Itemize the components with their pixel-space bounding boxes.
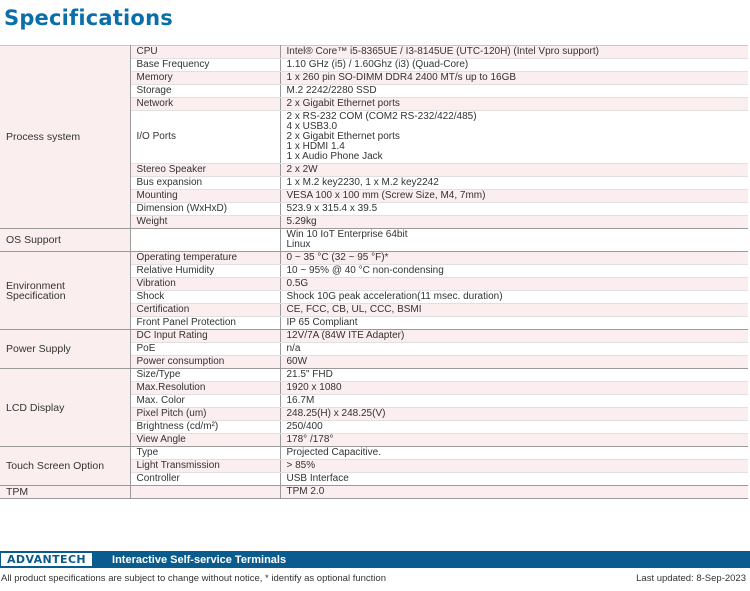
spec-value-line: 1.10 GHz (i5) / 1.60Ghz (i3) (Quad-Core): [286, 59, 469, 70]
spec-item: Base Frequency: [130, 59, 280, 72]
spec-value-line: CE, FCC, CB, UL, CCC, BSMI: [286, 304, 422, 315]
spec-value-line: 2 x Gigabit Ethernet ports: [286, 131, 400, 142]
spec-value: [280, 164, 748, 177]
spec-value-line: USB Interface: [286, 473, 349, 484]
spec-item: Stereo Speaker: [130, 164, 280, 177]
spec-value: [280, 343, 748, 356]
spec-value-line: 1920 x 1080: [286, 382, 342, 393]
spec-value-line: 2 x RS-232 COM (COM2 RS-232/422/485): [286, 111, 477, 122]
spec-value: [280, 291, 748, 304]
spec-value: [280, 473, 748, 486]
spec-item: Bus expansion: [130, 177, 280, 190]
spec-value-line: 12V/7A (84W ITE Adapter): [286, 330, 405, 341]
spec-item: Memory: [130, 72, 280, 85]
spec-item: Controller: [130, 473, 280, 486]
spec-item: Operating temperature: [130, 252, 280, 265]
spec-value: [280, 190, 748, 203]
spec-value-line: 1 x 260 pin SO-DIMM DDR4 2400 MT/s up to 16GB: [286, 72, 517, 83]
spec-value-line: 1 x Audio Phone Jack: [286, 151, 383, 162]
spec-value-line: 60W: [286, 356, 308, 367]
spec-row: [0, 330, 748, 343]
spec-category: Power Supply: [0, 330, 130, 369]
spec-value: [280, 382, 748, 395]
spec-value-line: 250/400: [286, 421, 323, 432]
spec-item: Front Panel Protection: [130, 317, 280, 330]
spec-value-line: M.2 2242/2280 SSD: [286, 85, 377, 96]
spec-value: [280, 278, 748, 291]
spec-value-line: IP 65 Compliant: [286, 317, 358, 328]
footer-bar: [0, 551, 750, 568]
spec-item: Certification: [130, 304, 280, 317]
page-title: Specifications: [4, 6, 173, 30]
spec-value: [280, 72, 748, 85]
spec-value: [280, 98, 748, 111]
spec-row: [0, 46, 748, 59]
spec-value-line: n/a: [286, 343, 301, 354]
spec-value-line: 248.25(H) x 248.25(V): [286, 408, 386, 419]
spec-category: TPM: [0, 486, 130, 499]
spec-value-line: 0 ~ 35 °C (32 ~ 95 °F)*: [286, 252, 389, 263]
advantech-logo: ADVANTECH: [1, 553, 92, 566]
spec-item: Network: [130, 98, 280, 111]
spec-value-line: 4 x USB3.0: [286, 121, 338, 132]
spec-row: [0, 447, 748, 460]
spec-value: [280, 330, 748, 343]
spec-value: [280, 447, 748, 460]
footer-disclaimer: All product specifications are subject to change without notice, * identify as optional function: [1, 573, 386, 584]
spec-value-line: 10 ~ 95% @ 40 °C non-condensing: [286, 265, 444, 276]
spec-value: [280, 46, 748, 59]
spec-item: Type: [130, 447, 280, 460]
spec-item: Max.Resolution: [130, 382, 280, 395]
spec-item: DC Input Rating: [130, 330, 280, 343]
spec-value-line: VESA 100 x 100 mm (Screw Size, M4, 7mm): [286, 190, 486, 201]
spec-item: [130, 229, 280, 252]
spec-category: OS Support: [0, 229, 130, 252]
spec-item: Storage: [130, 85, 280, 98]
spec-value: [280, 408, 748, 421]
spec-item: Dimension (WxHxD): [130, 203, 280, 216]
spec-value: [280, 486, 748, 499]
spec-value-line: Shock 10G peak acceleration(11 msec. duration): [286, 291, 503, 302]
footer-last-updated: Last updated: 8-Sep-2023: [636, 573, 746, 584]
spec-value-line: Intel® Core™ i5-8365UE / I3-8145UE (UTC-120H) (Intel Vpro support): [286, 46, 599, 57]
spec-item: [130, 486, 280, 499]
spec-value: [280, 421, 748, 434]
spec-value: [280, 395, 748, 408]
spec-value: [280, 177, 748, 190]
spec-row: [0, 252, 748, 265]
spec-value-line: 5.29kg: [286, 216, 317, 227]
spec-value: [280, 203, 748, 216]
spec-value-line: 523.9 x 315.4 x 39.5: [286, 203, 378, 214]
spec-item: PoE: [130, 343, 280, 356]
spec-value: [280, 460, 748, 473]
spec-value: [280, 111, 748, 164]
spec-item: I/O Ports: [130, 111, 280, 164]
spec-row: [0, 229, 748, 252]
spec-value: [280, 434, 748, 447]
spec-table-body: [0, 46, 748, 499]
spec-item: Vibration: [130, 278, 280, 291]
spec-item: Shock: [130, 291, 280, 304]
spec-value-line: 1 x M.2 key2230, 1 x M.2 key2242: [286, 177, 439, 188]
spec-value: [280, 252, 748, 265]
spec-value-line: 2 x 2W: [286, 164, 318, 175]
spec-value-line: 178° /178°: [286, 434, 334, 445]
spec-row: [0, 369, 748, 382]
spec-item: Pixel Pitch (um): [130, 408, 280, 421]
spec-value-line: Win 10 IoT Enterprise 64bit: [286, 229, 408, 240]
spec-value-line: 16.7M: [286, 395, 315, 406]
spec-value-line: TPM 2.0: [286, 486, 325, 497]
spec-value-line: 21.5" FHD: [286, 369, 333, 380]
spec-row: [0, 486, 748, 499]
spec-value: [280, 265, 748, 278]
spec-value: [280, 317, 748, 330]
spec-value-line: 0.5G: [286, 278, 309, 289]
spec-value-line: 1 x HDMI 1.4: [286, 141, 345, 152]
spec-value: [280, 229, 748, 252]
spec-value-line: > 85%: [286, 460, 316, 471]
spec-item: Max. Color: [130, 395, 280, 408]
spec-category: LCD Display: [0, 369, 130, 447]
spec-category: Touch Screen Option: [0, 447, 130, 486]
spec-value: [280, 369, 748, 382]
spec-value: [280, 304, 748, 317]
spec-item: Relative Humidity: [130, 265, 280, 278]
spec-category: Environment Specification: [0, 252, 130, 330]
spec-value: [280, 59, 748, 72]
spec-table: [0, 45, 748, 499]
spec-category: Process system: [0, 46, 130, 229]
spec-item: CPU: [130, 46, 280, 59]
spec-value-line: Projected Capacitive.: [286, 447, 381, 458]
spec-item: Weight: [130, 216, 280, 229]
spec-value-line: 2 x Gigabit Ethernet ports: [286, 98, 400, 109]
spec-item: Mounting: [130, 190, 280, 203]
spec-value: [280, 85, 748, 98]
spec-item: View Angle: [130, 434, 280, 447]
spec-value: [280, 356, 748, 369]
spec-item: Brightness (cd/m²): [130, 421, 280, 434]
footer-tagline: Interactive Self-service Terminals: [112, 553, 287, 566]
spec-value-line: Linux: [286, 239, 311, 250]
spec-item: Power consumption: [130, 356, 280, 369]
spec-item: Size/Type: [130, 369, 280, 382]
spec-item: Light Transmission: [130, 460, 280, 473]
spec-value: [280, 216, 748, 229]
